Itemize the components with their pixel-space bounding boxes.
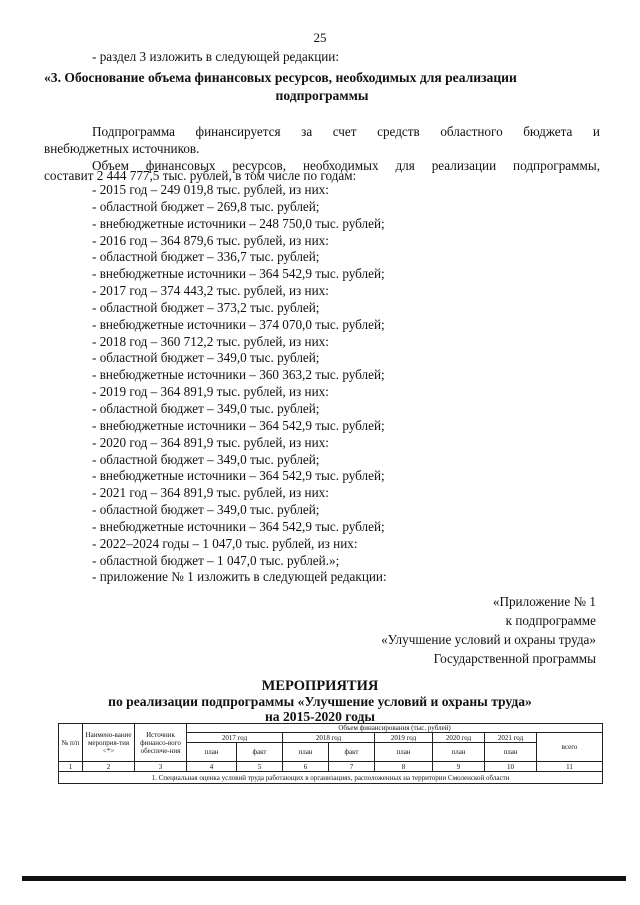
column-number: 9 — [433, 762, 485, 772]
header-fact: факт — [329, 743, 375, 762]
page-number: 25 — [313, 30, 327, 45]
section-row: 1. Специальная оценка условий труда работающих в организациях, расположенных на территории Смоленской области — [59, 772, 603, 784]
list-item: - 2017 год – 374 443,2 тыс. рублей, из них: — [92, 283, 329, 299]
financing-list — [92, 182, 387, 586]
list-item: - областной бюджет – 336,7 тыс. рублей; — [92, 249, 320, 265]
list-item: - приложение № 1 изложить в следующей редакции: — [92, 569, 387, 585]
paragraph1-line2: внебюджетных источников. — [44, 141, 200, 156]
measures-subtitle1: по реализации подпрограммы «Улучшение условий и охраны труда» — [108, 694, 532, 709]
appendix-line1: «Приложение № 1 — [492, 594, 596, 609]
list-item: - внебюджетные источники – 364 542,9 тыс. рублей; — [92, 266, 385, 282]
column-number: 5 — [237, 762, 283, 772]
header-volume: Объем финансирования (тыс. рублей) — [187, 724, 603, 733]
column-number: 4 — [187, 762, 237, 772]
measures-title: МЕРОПРИЯТИЯ — [261, 678, 379, 694]
measures-table — [58, 723, 603, 784]
header-year-2017: 2017 год — [187, 733, 283, 743]
header-year-2018: 2018 год — [283, 733, 375, 743]
list-item: - 2022–2024 годы – 1 047,0 тыс. рублей, из них: — [92, 535, 358, 551]
column-number: 11 — [537, 762, 603, 772]
list-item: - областной бюджет – 1 047,0 тыс. рублей.»; — [92, 552, 340, 568]
header-name: Наимено-вание мероприя-тия <*> — [83, 724, 135, 762]
list-item: - областной бюджет – 349,0 тыс. рублей; — [92, 451, 320, 467]
list-item: - внебюджетные источники – 374 070,0 тыс. рублей; — [92, 316, 385, 332]
appendix-caption — [381, 592, 596, 668]
list-item: - областной бюджет – 373,2 тыс. рублей; — [92, 299, 320, 315]
paragraph2-line2: составит 2 444 777,5 тыс. рублей, в том числе по годам: — [44, 168, 357, 183]
header-number: № п/п — [59, 724, 83, 762]
list-item: - внебюджетные источники – 364 542,9 тыс. рублей; — [92, 518, 385, 534]
list-item: - 2016 год – 364 879,6 тыс. рублей, из них: — [92, 232, 329, 248]
header-total: всего — [537, 733, 603, 762]
list-item: - 2018 год – 360 712,2 тыс. рублей, из них: — [92, 333, 329, 349]
list-item: - областной бюджет – 349,0 тыс. рублей; — [92, 400, 320, 416]
header-plan: план — [375, 743, 433, 762]
column-number: 3 — [135, 762, 187, 772]
header-source: Источник финансо-вого обеспече-ния — [135, 724, 187, 762]
header-plan: план — [485, 743, 537, 762]
header-year-2020: 2020 год — [433, 733, 485, 743]
header-plan: план — [283, 743, 329, 762]
list-item: - внебюджетные источники – 360 363,2 тыс. рублей; — [92, 367, 385, 383]
list-item: - 2019 год – 364 891,9 тыс. рублей, из них: — [92, 384, 329, 400]
bottom-rule — [22, 876, 626, 881]
list-item: - внебюджетные источники – 248 750,0 тыс. рублей; — [92, 215, 385, 231]
header-fact: факт — [237, 743, 283, 762]
intro-text: - раздел 3 изложить в следующей редакции: — [92, 49, 340, 64]
header-plan: план — [433, 743, 485, 762]
list-item: - областной бюджет – 349,0 тыс. рублей; — [92, 502, 320, 518]
list-item: - внебюджетные источники – 364 542,9 тыс. рублей; — [92, 468, 385, 484]
measures-subtitle2: на 2015-2020 годы — [264, 709, 376, 724]
list-item: - 2020 год – 364 891,9 тыс. рублей, из них: — [92, 434, 329, 450]
column-number: 2 — [83, 762, 135, 772]
list-item: - областной бюджет – 349,0 тыс. рублей; — [92, 350, 320, 366]
header-year-2019: 2019 год — [375, 733, 433, 743]
appendix-line2: к подпрограмме — [505, 613, 596, 628]
column-number: 1 — [59, 762, 83, 772]
list-item: - 2021 год – 364 891,9 тыс. рублей, из них: — [92, 485, 329, 501]
list-item: - внебюджетные источники – 364 542,9 тыс. рублей; — [92, 417, 385, 433]
column-number: 10 — [485, 762, 537, 772]
appendix-line4: Государственной программы — [433, 651, 596, 666]
section-heading-line2: подпрограммы — [275, 88, 369, 103]
list-item: - областной бюджет – 269,8 тыс. рублей; — [92, 198, 320, 214]
paragraph2-line1: Объем финансовых ресурсов, необходимых для реализации подпрограммы, — [92, 158, 600, 173]
list-item: - 2015 год – 249 019,8 тыс. рублей, из них: — [92, 182, 329, 197]
column-number: 8 — [375, 762, 433, 772]
header-plan: план — [187, 743, 237, 762]
paragraph1-line1: Подпрограмма финансируется за счет средств областного бюджета и — [92, 124, 600, 139]
section-heading-line1: «3. Обоснование объема финансовых ресурсов, необходимых для реализации — [44, 70, 517, 85]
appendix-line3: «Улучшение условий и охраны труда» — [381, 632, 596, 647]
column-number: 6 — [283, 762, 329, 772]
header-year-2021: 2021 год — [485, 733, 537, 743]
column-number: 7 — [329, 762, 375, 772]
